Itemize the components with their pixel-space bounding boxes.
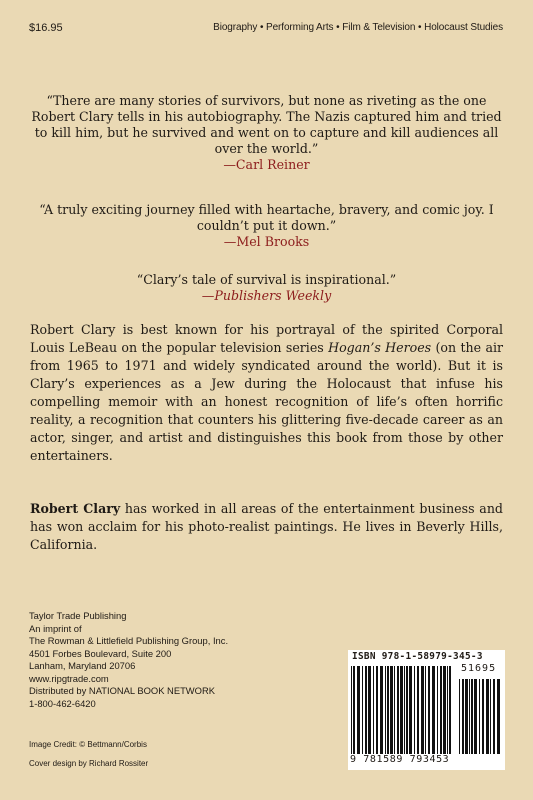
- barcode-bar: [404, 666, 405, 754]
- barcode-bar: [414, 666, 415, 754]
- barcode-bar: [459, 679, 460, 754]
- category-list: Biography • Performing Arts • Film & Television • Holocaust Studies: [213, 22, 503, 33]
- barcode-bar: [365, 666, 367, 754]
- bio-text: has worked in all areas of the entertainment business and has won acclaim for his photo-realist paintings. He lives in Beverly Hills, California.: [30, 501, 503, 552]
- author-bio: [30, 500, 503, 554]
- quote-carl-reiner: [30, 93, 503, 173]
- quote-publishers-weekly: [30, 272, 503, 304]
- barcode-bar: [449, 666, 451, 754]
- barcode-bar: [409, 666, 412, 754]
- author-dash: —: [201, 288, 215, 303]
- publisher-line: The Rowman & Littlefield Publishing Group, Inc.: [29, 635, 229, 646]
- barcode-panel: [348, 650, 505, 770]
- isbn-number: ISBN 978-1-58979-345-3: [352, 651, 483, 662]
- publisher-line: Distributed by NATIONAL BOOK NETWORK: [29, 685, 215, 696]
- barcode-bar: [479, 679, 480, 754]
- barcode-bar: [471, 679, 473, 754]
- image-credit: Image Credit: © Bettmann/Corbis: [29, 740, 147, 749]
- barcode-bar: [443, 666, 446, 754]
- barcode-bar: [486, 679, 489, 754]
- publisher-line: Lanham, Maryland 20706: [29, 660, 136, 671]
- barcode-bar: [390, 666, 393, 754]
- cover-credit: Cover design by Richard Rossiter: [29, 759, 149, 768]
- author-name-bold: Robert Clary: [30, 501, 121, 516]
- barcode-bar: [376, 666, 378, 754]
- publisher-phone: 1-800-462-6420: [29, 697, 96, 709]
- barcode-bar: [482, 679, 484, 754]
- quote-text: “Clary’s tale of survival is inspirational.”: [136, 272, 397, 287]
- price: $16.95: [29, 22, 63, 34]
- barcode-bar: [497, 679, 500, 754]
- quote-author: —Mel Brooks: [223, 234, 310, 249]
- book-description: [30, 321, 503, 465]
- barcode-bar: [465, 679, 468, 754]
- publisher-line: Taylor Trade Publishing: [29, 610, 127, 621]
- barcode-bar: [447, 666, 448, 754]
- publisher-info: [29, 610, 228, 710]
- publisher-website: www.ripgtrade.com: [29, 672, 109, 684]
- barcode-bar: [490, 679, 491, 754]
- price-addon-digits: 51695: [461, 663, 497, 674]
- quote-author: [30, 288, 503, 304]
- barcode-bar: [406, 666, 408, 754]
- description-part-2: (on the air from 1965 to 1971 and widely syndicated around the world). But it is Clary’s experiences as a Jew during the Holocaust that infuse his compelling memoir with an honest recognition of life’s often horrific reality, a recognition that counters his glittering five-decade career as an actor, singer, and artist and distinguishes this book from those by other entertainers.: [30, 340, 504, 463]
- barcode-bar: [380, 666, 383, 754]
- barcode-bar: [421, 666, 424, 754]
- barcode-bar: [462, 679, 464, 754]
- quote-mel-brooks: [30, 202, 503, 250]
- barcode-bar: [417, 666, 419, 754]
- barcode-bar: [397, 666, 399, 754]
- ean-digits: 9 781589 793453: [350, 754, 450, 765]
- description-part-1: Robert Clary is best known for his portrayal of the spirited Corporal Louis LeBeau on the popular television series: [30, 322, 503, 355]
- barcode-bar: [400, 666, 403, 754]
- barcode-bar: [362, 666, 363, 754]
- barcode-bar: [428, 666, 430, 754]
- barcode-bar: [368, 666, 371, 754]
- quote-author: —Carl Reiner: [223, 157, 310, 172]
- barcode-bar: [385, 666, 386, 754]
- barcode-bar: [425, 666, 426, 754]
- quote-text: “There are many stories of survivors, but none as riveting as the one Robert Clary tells in his autobiography. The Nazis captured him and tried to kill him, but he survived and went on to capture and kill audiences all over the world.”: [31, 93, 502, 156]
- barcode-bar: [437, 666, 438, 754]
- publisher-line: An imprint of: [29, 622, 82, 634]
- barcode-bar: [357, 666, 360, 754]
- barcode-bar: [474, 679, 477, 754]
- quote-text: “A truly exciting journey filled with heartache, bravery, and comic joy. I couldn’t put it down.”: [39, 202, 494, 233]
- barcode-bar: [373, 666, 374, 754]
- barcode-bar: [353, 666, 355, 754]
- show-title: Hogan’s Heroes: [328, 340, 432, 355]
- barcode-bars: [351, 666, 455, 754]
- barcode-bar: [493, 679, 495, 754]
- barcode-bar: [469, 679, 470, 754]
- barcode-bar: [440, 666, 442, 754]
- publisher-line: 4501 Forbes Boulevard, Suite 200: [29, 647, 172, 659]
- barcode-bar: [394, 666, 395, 754]
- barcode-bar: [432, 666, 435, 754]
- author-name: Publishers Weekly: [214, 288, 332, 303]
- barcode-bar: [351, 666, 352, 754]
- barcode-bar: [387, 666, 389, 754]
- addon-barcode-bars: [459, 679, 501, 754]
